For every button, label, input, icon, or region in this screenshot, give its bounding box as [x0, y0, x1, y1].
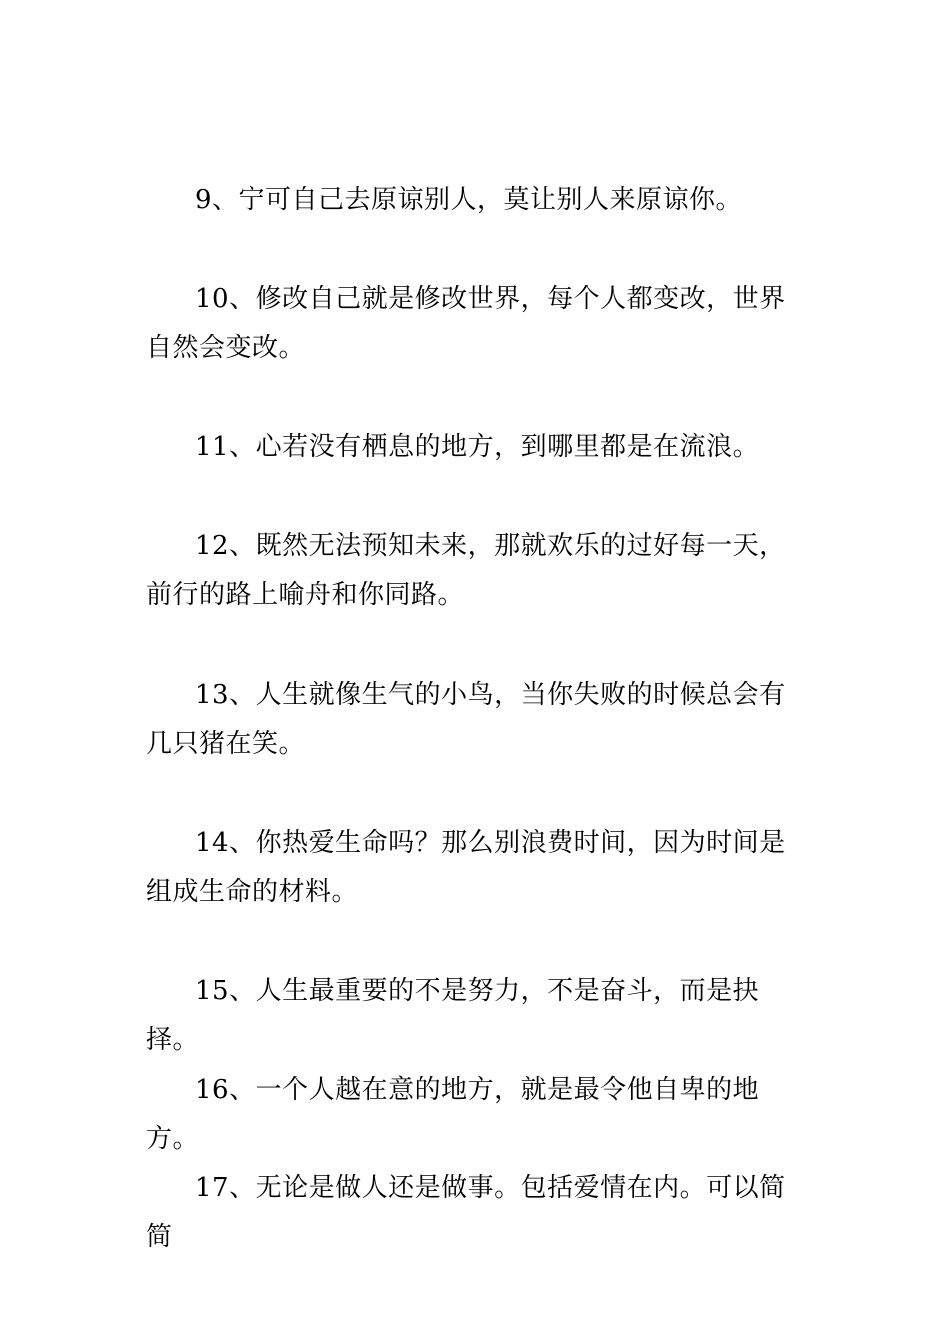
paragraph-16: 16、一个人越在意的地方，就是最令他自卑的地方。: [146, 1075, 760, 1154]
paragraph-11: 11、心若没有栖息的地方，到哪里都是在流浪。: [195, 432, 760, 462]
paragraph-12: 12、既然无法预知未来，那就欢乐的过好每一天，前行的路上喻舟和你同路。: [146, 531, 786, 610]
paragraph-15: 15、人生最重要的不是努力，不是奋斗，而是抉择。: [146, 976, 760, 1055]
paragraph-10: 10、修改自己就是修改世界，每个人都变改，世界自然会变改。: [146, 284, 786, 363]
paragraph-13: 13、人生就像生气的小鸟，当你失败的时候总会有几只猪在笑。: [146, 680, 786, 759]
paragraph-9: 9、宁可自己去原谅别人，莫让别人来原谅你。: [195, 185, 743, 215]
paragraph-17: 17、无论是做人还是做事。包括爱情在内。可以简简: [146, 1173, 786, 1252]
paragraph-14: 14、你热爱生命吗？那么别浪费时间，因为时间是组成生命的材料。: [146, 828, 786, 907]
